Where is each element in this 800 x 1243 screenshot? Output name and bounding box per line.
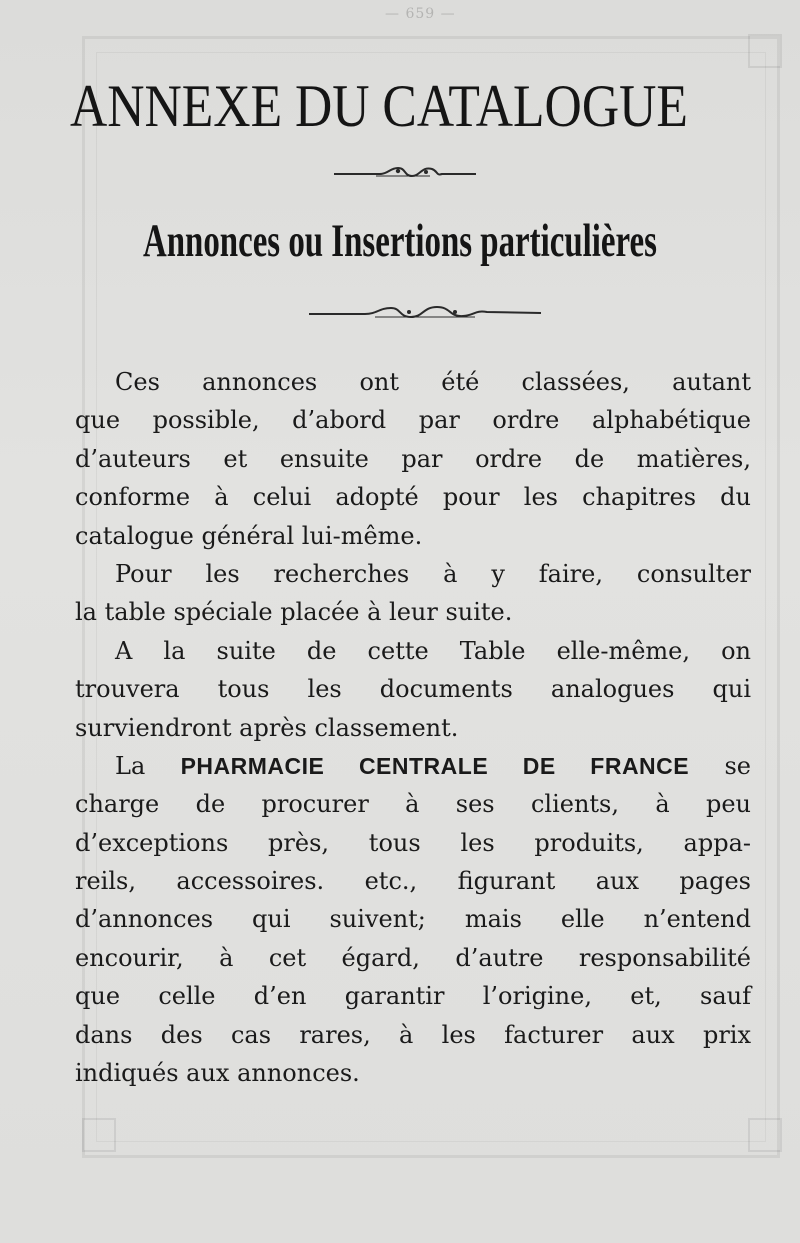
frame-corner-ornament — [82, 1118, 116, 1152]
text-line: d’auteurs et ensuite par ordre de matières, — [75, 444, 751, 473]
paragraph-3 — [75, 632, 751, 747]
subtitle-flourish-ornament — [305, 300, 545, 326]
text-line: indiqués aux annonces. — [75, 1059, 360, 1088]
text-fragment: La — [115, 751, 146, 780]
text-line: d’annonces qui suivent; mais elle n’entend — [75, 905, 751, 934]
text-line: charge de procurer à ses clients, à peu — [75, 790, 751, 819]
text-line: trouvera tous les documents analogues qui — [75, 675, 751, 704]
subtitle: Annonces ou Insertions particulières — [143, 215, 657, 267]
text-line: Pour les recherches à y faire, consulter — [115, 559, 751, 588]
title-flourish-ornament — [330, 160, 480, 184]
body-text — [75, 363, 751, 1092]
text-line: conforme à celui adopté pour les chapitres du — [75, 483, 751, 512]
text-line: A la suite de cette Table elle-même, on — [115, 636, 751, 665]
text-line: d’exceptions près, tous les produits, appa- — [75, 828, 751, 857]
page-number: — 659 — — [385, 6, 456, 22]
frame-corner-ornament — [748, 34, 782, 68]
text-line: catalogue général lui-même. — [75, 521, 423, 550]
text-fragment: se — [724, 751, 751, 780]
paragraph-4 — [75, 747, 751, 1093]
frame-corner-ornament — [748, 1118, 782, 1152]
main-title: ANNEXE DU CATALOGUE — [70, 73, 688, 139]
text-line: reils, accessoires. etc., figurant aux pages — [75, 867, 751, 896]
company-name: PHARMACIE CENTRALE DE FRANCE — [180, 752, 690, 779]
paragraph-1 — [75, 363, 751, 555]
text-line: que celle d’en garantir l’origine, et, sauf — [75, 982, 751, 1011]
text-line: Ces annonces ont été classées, autant — [115, 368, 751, 396]
text-line: la table spéciale placée à leur suite. — [75, 598, 513, 627]
text-line: que possible, d’abord par ordre alphabétique — [75, 406, 751, 435]
text-line — [75, 747, 751, 785]
text-line: encourir, à cet égard, d’autre responsabilité — [75, 943, 751, 972]
paragraph-2 — [75, 555, 751, 632]
text-line: surviendront après classement. — [75, 713, 459, 742]
text-line: dans des cas rares, à les facturer aux prix — [75, 1020, 751, 1049]
